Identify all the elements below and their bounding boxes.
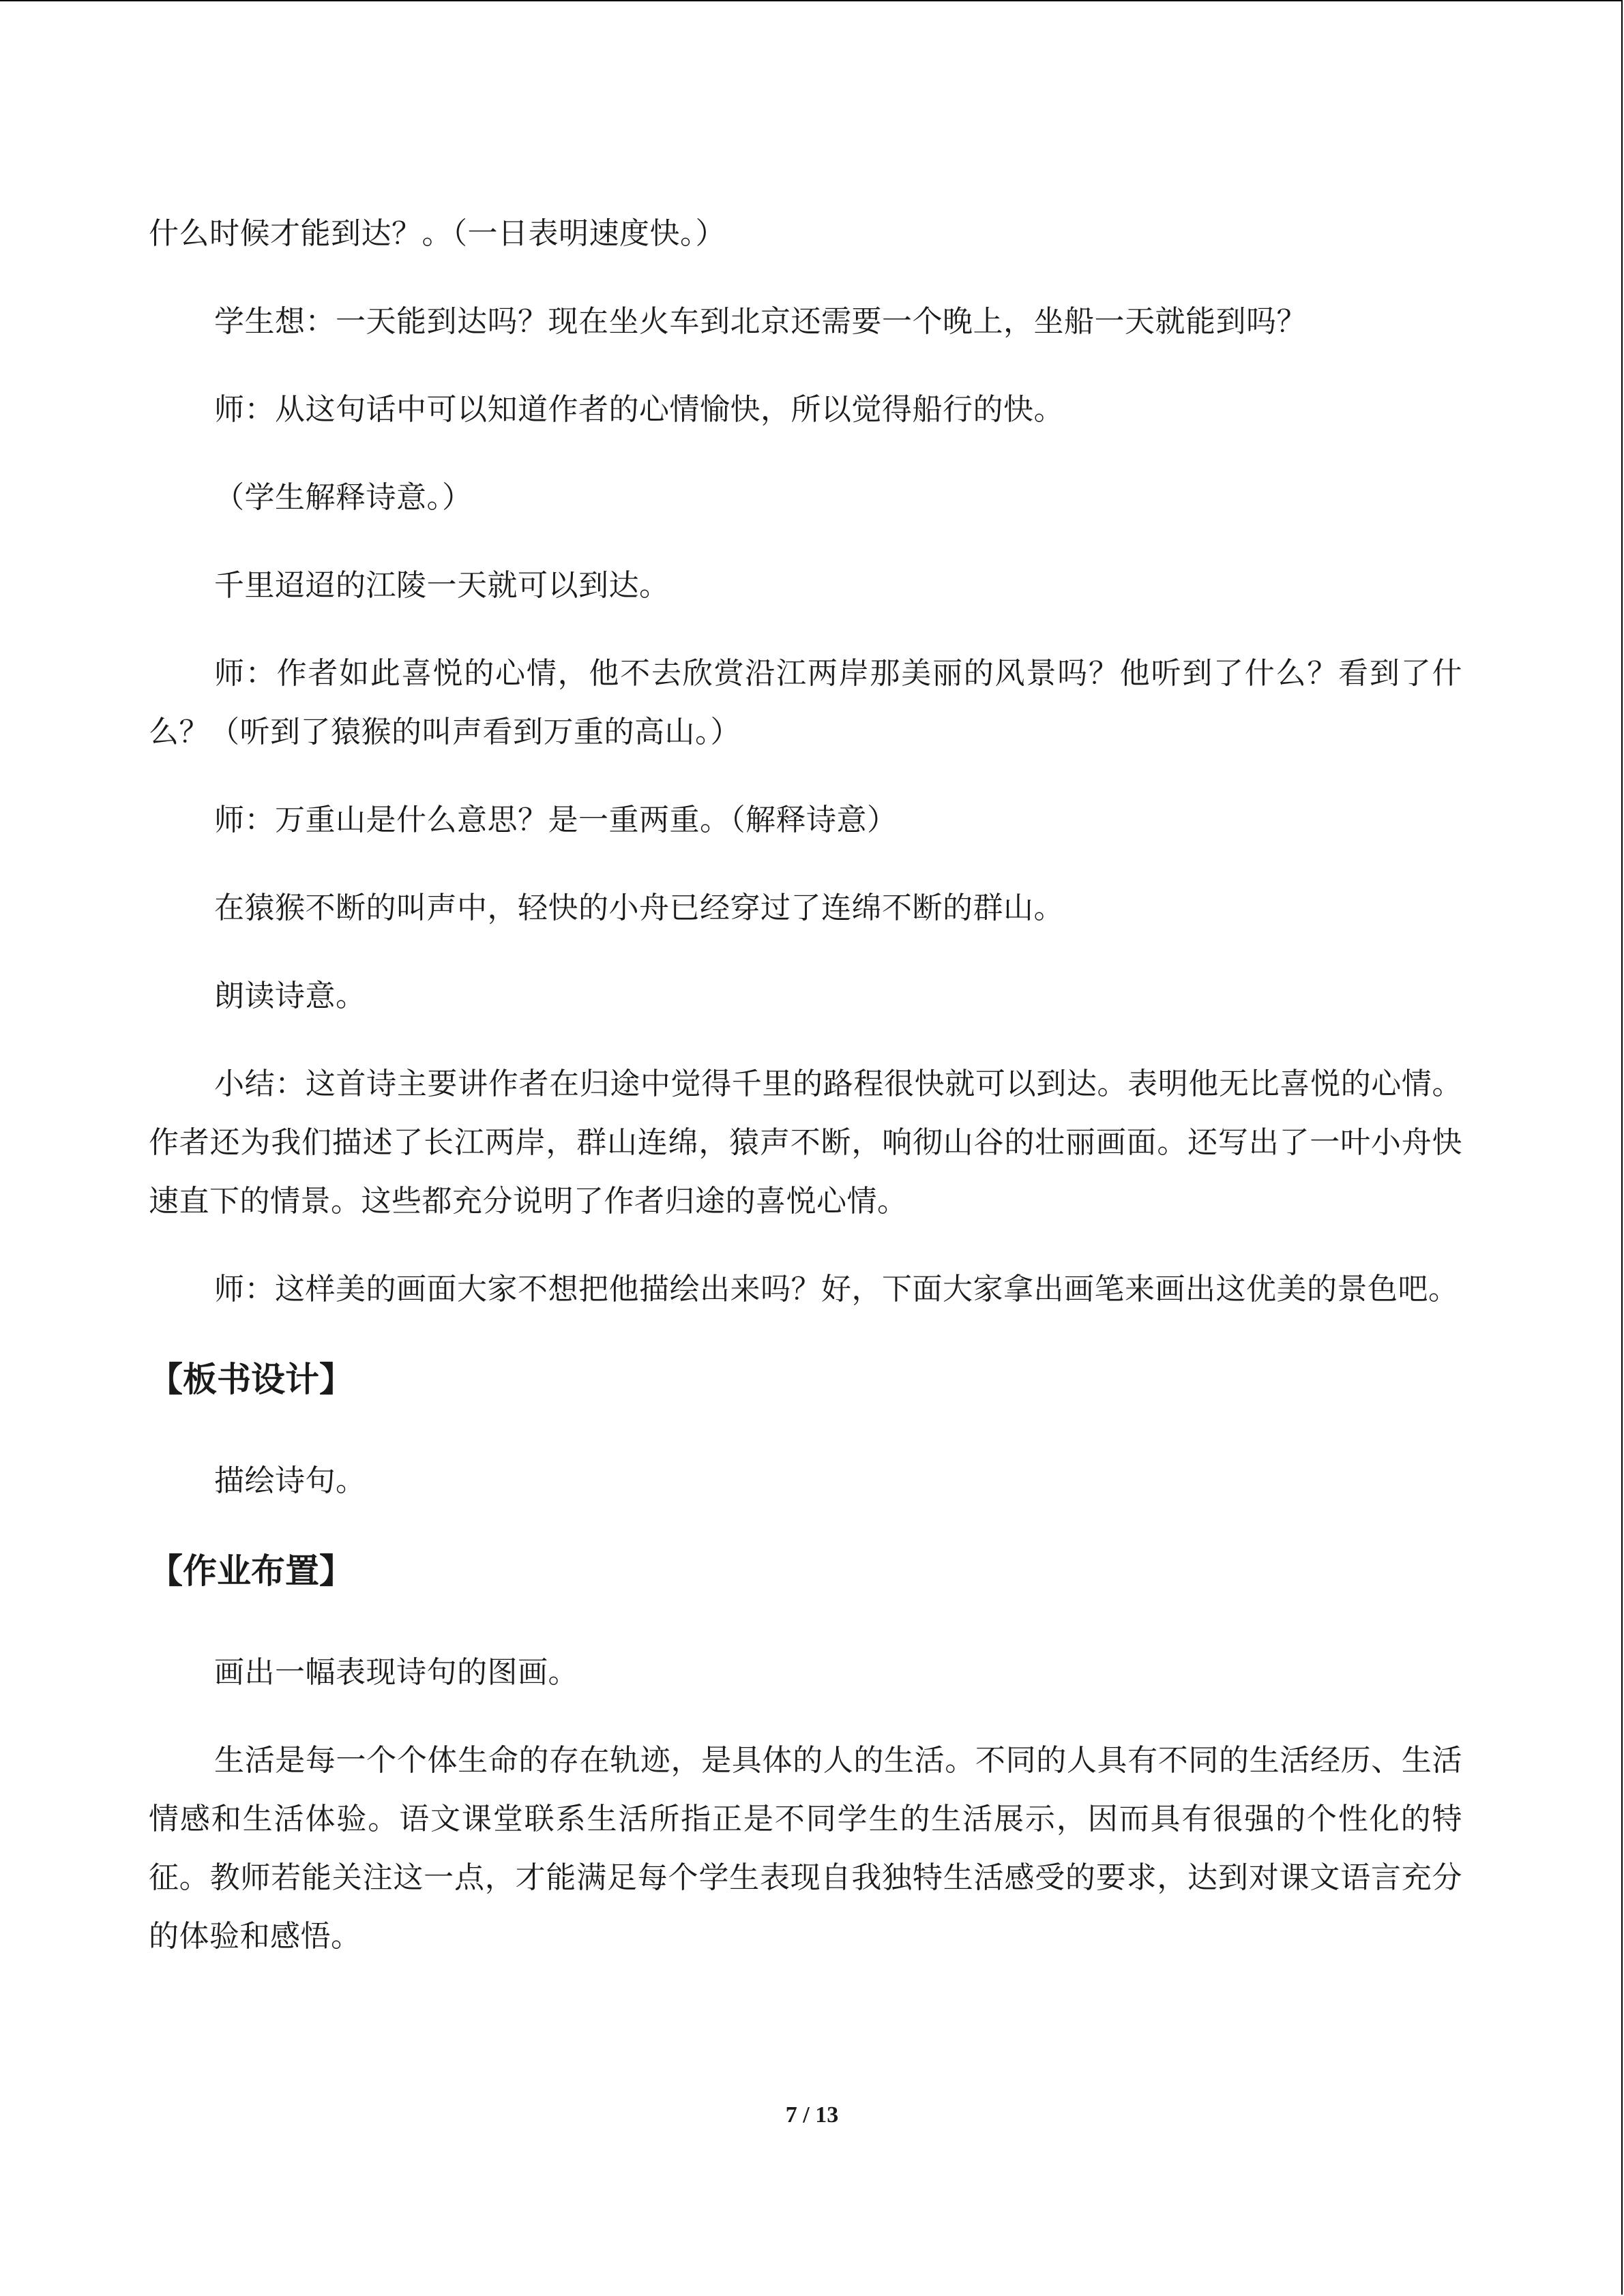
paragraph: 师：作者如此喜悦的心情，他不去欣赏沿江两岸那美丽的风景吗？他听到了什么？看到了什么？（听到了猿猴的叫声看到万重的高山。） <box>149 656 1462 749</box>
paragraph: 在猿猴不断的叫声中，轻快的小舟已经穿过了连绵不断的群山。 <box>214 891 1064 925</box>
document-body <box>149 205 1462 1995</box>
paragraph: 小结：这首诗主要讲作者在归途中觉得千里的路程很快就可以到达。表明他无比喜悦的心情。作者还为我们描述了长江两岸，群山连绵，猿声不断，响彻山谷的壮丽画面。还写出了一叶小舟快速直下的情景。这些都充分说明了作者归途的喜悦心情。 <box>149 1067 1462 1219</box>
paragraph: 师：这样美的画面大家不想把他描绘出来吗？好，下面大家拿出画笔来画出这优美的景色吧。 <box>214 1272 1459 1307</box>
homework-text: 画出一幅表现诗句的图画。 <box>214 1655 578 1690</box>
paragraph: 朗读诗意。 <box>214 979 366 1013</box>
closing-paragraph: 生活是每一个个体生命的存在轨迹，是具体的人的生活。不同的人具有不同的生活经历、生活情感和生活体验。语文课堂联系生活所指正是不同学生的生活展示，因而具有很强的个性化的特征。教师若能关注这一点，才能满足每个学生表现自我独特生活感受的要求，达到对课文语言充分的体验和感悟。 <box>149 1743 1462 1954</box>
paragraph: 师：万重山是什么意思？是一重两重。（解释诗意） <box>214 803 898 837</box>
paragraph: （学生解释诗意。） <box>214 480 473 515</box>
paragraph: 学生想：一天能到达吗？现在坐火车到北京还需要一个晚上，坐船一天就能到吗？ <box>214 304 1307 339</box>
paragraph: 师：从这句话中可以知道作者的心情愉快，所以觉得船行的快。 <box>214 392 1064 427</box>
board-design-text: 描绘诗句。 <box>214 1463 366 1498</box>
board-design-heading: 【板书设计】 <box>149 1360 353 1399</box>
page-number: 7 / 13 <box>785 2102 839 2128</box>
homework-heading: 【作业布置】 <box>149 1551 353 1591</box>
paragraph: 什么时候才能到达？。（一日表明速度快。） <box>149 216 726 251</box>
paragraph: 千里迢迢的江陵一天就可以到达。 <box>214 568 670 603</box>
